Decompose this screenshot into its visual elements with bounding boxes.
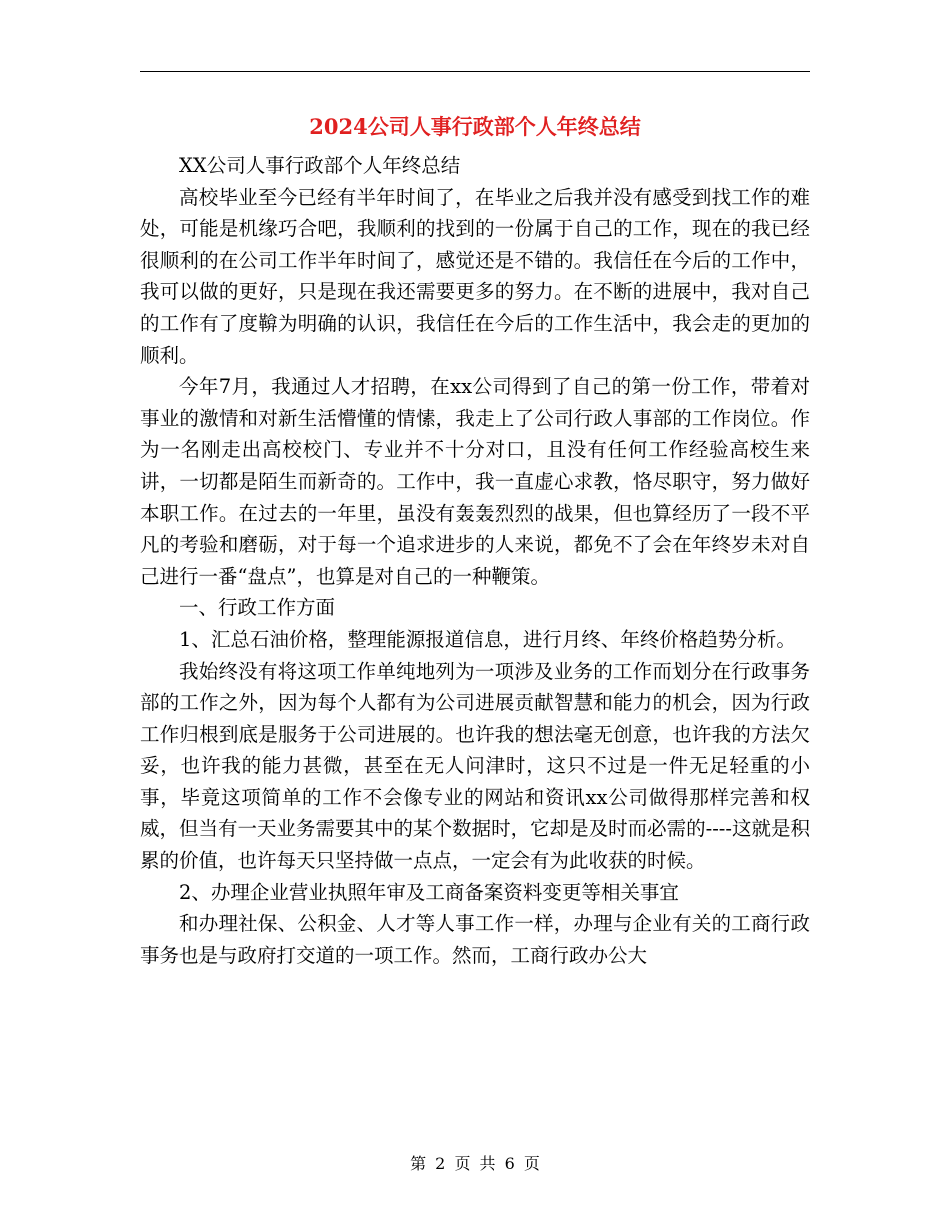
paragraph: 今年7月，我通过人才招聘，在xx公司得到了自己的第一份工作，带着对事业的激情和对新生活懵懂的情愫，我走上了公司行政人事部的工作岗位。作为一名刚走出高校校门、专业并不十分对口，且没有任何工作经验高校生来讲，一切都是陌生而新奇的。工作中，我一直虚心求教，恪尽职守，努力做好本职工作。在过去的一年里，虽没有轰轰烈烈的战果，但也算经历了一段不平凡的考验和磨砺，对于每一个追求进步的人来说，都免不了会在年终岁未对自己进行一番“盘点”，也算是对自己的一种鞭策。 bbox=[140, 375, 810, 588]
list-item: 2、办理企业营业执照年审及工商备案资料变更等相关事宜 bbox=[179, 880, 679, 904]
paragraph: 我始终没有将这项工作单纯地列为一项涉及业务的工作而划分在行政事务部的工作之外，因为每个人都有为公司进展贡献智慧和能力的机会，因为行政工作归根到底是服务于公司进展的。也许我的想法毫无创意，也许我的方法欠妥，也许我的能力甚微，甚至在无人问津时，这只不过是一件无足轻重的小事，毕竟这项简单的工作不会像专业的网站和资讯xx公司做得那样完善和权威，但当有一天业务需要其中的某个数据时，它却是及时而必需的----这就是积累的价值，也许每天只坚持做一点点，一定会有为此收获的时候。 bbox=[140, 659, 810, 873]
page-number: 第 2 页 共 6 页 bbox=[410, 1154, 540, 1173]
paragraph: 高校毕业至今已经有半年时间了，在毕业之后我并没有感受到找工作的难处，可能是机缘巧合吧，我顺利的找到的一份属于自己的工作，现在的我已经很顺利的在公司工作半年时间了，感觉还是不错的。我信任在今后的工作中，我可以做的更好，只是现在我还需要更多的努力。在不断的进展中，我对自己的工作有了度鞥为明确的认识，我信任在今后的工作生活中，我会走的更加的顺利。 bbox=[140, 185, 810, 367]
paragraph: 和办理社保、公积金、人才等人事工作一样，办理与企业有关的工商行政事务也是与政府打交道的一项工作。然而，工商行政办公大 bbox=[140, 912, 810, 967]
paragraph-subtitle: XX公司人事行政部个人年终总结 bbox=[179, 154, 461, 177]
list-item: 1、汇总石油价格，整理能源报道信息，进行月终、年终价格趋势分析。 bbox=[179, 627, 796, 651]
document-title: 2024公司人事行政部个人年终总结 bbox=[309, 114, 641, 139]
section-heading: 一、行政工作方面 bbox=[179, 596, 336, 620]
document-body bbox=[140, 150, 810, 971]
header-rule bbox=[140, 71, 810, 72]
